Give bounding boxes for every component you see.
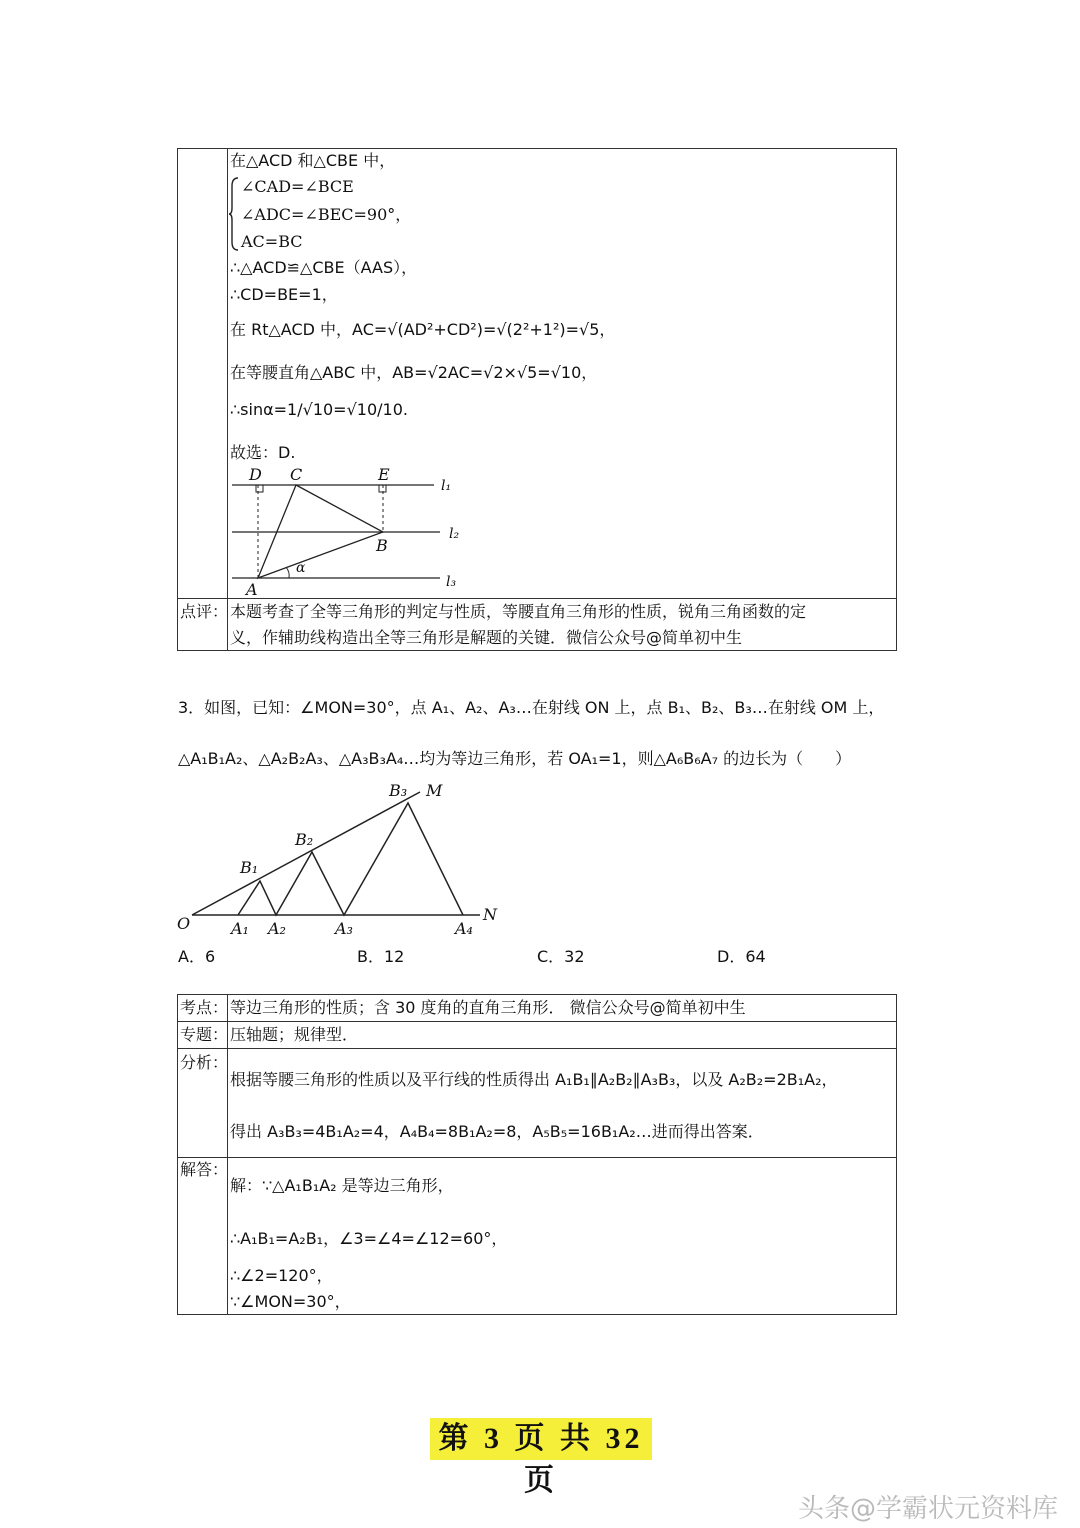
box-top-row-divider xyxy=(177,598,897,599)
fig2-label-N: N xyxy=(483,905,497,924)
solution-line-8: 在等腰直角△ABC 中，AB=√2AC=√2×√5=√10， xyxy=(230,363,598,382)
option-d: D．64 xyxy=(717,947,766,966)
fig2-label-B3: B₃ xyxy=(389,781,408,800)
jieda-text-4: ∵∠MON=30°， xyxy=(230,1292,351,1311)
fig1-label-l3: l₃ xyxy=(446,574,457,590)
zhuanti-label: 专题： xyxy=(180,1025,229,1044)
equilateral-triangles-figure xyxy=(180,780,520,940)
option-b: B．12 xyxy=(357,947,405,966)
page-number: 第 3 页 共 32 页 xyxy=(430,1418,652,1460)
jieda-label: 解答： xyxy=(180,1160,229,1179)
review-text-1: 本题考查了全等三角形的判定与性质，等腰直角三角形的性质，锐角三角函数的定 xyxy=(230,602,807,621)
jieda-text-3: ∴∠2=120°， xyxy=(230,1266,333,1285)
option-c: C．32 xyxy=(537,947,585,966)
question-line-1: 3．如图，已知：∠MON=30°，点 A₁、A₂、A₃…在射线 ON 上，点 B₁、B₂、B₃…在射线 OM 上， xyxy=(178,698,885,717)
fig2-label-B1: B₁ xyxy=(240,858,259,877)
fig2-label-A1: A₁ xyxy=(231,919,249,938)
review-text-2: 义，作辅助线构造出全等三角形是解题的关键．微信公众号@简单初中生 xyxy=(230,628,743,647)
jieda-text-2: ∴A₁B₁=A₂B₁，∠3=∠4=∠12=60°， xyxy=(230,1229,508,1248)
zhuanti-text: 压轴题；规律型． xyxy=(230,1025,359,1044)
option-a: A．6 xyxy=(178,947,216,966)
fig2-label-A2: A₂ xyxy=(268,919,286,938)
fig2-label-O: O xyxy=(177,914,191,933)
solution-line-3: ∠ADC=∠BEC=90°， xyxy=(241,205,412,224)
fenxi-label: 分析： xyxy=(180,1053,229,1072)
answer-row-divider-1 xyxy=(177,1021,897,1022)
parallel-lines-figure xyxy=(228,462,468,598)
jieda-text-1: 解：∵△A₁B₁A₂ 是等边三角形， xyxy=(230,1176,454,1195)
fig2-label-A3: A₃ xyxy=(335,919,353,938)
brace-icon xyxy=(228,176,240,252)
watermark: 头条@学霸状元资料库 xyxy=(797,1494,1058,1524)
fig1-label-l2: l₂ xyxy=(449,526,460,542)
fig1-label-l1: l₁ xyxy=(441,478,452,494)
fenxi-text-2: 得出 A₃B₃=4B₁A₂=4，A₄B₄=8B₁A₂=8，A₅B₅=16B₁A₂…进而得出答案． xyxy=(230,1122,764,1141)
fig1-label-D: D xyxy=(249,465,262,484)
solution-line-10: 故选：D. xyxy=(230,443,296,462)
fig1-label-E: E xyxy=(378,465,390,484)
answer-row-divider-3 xyxy=(177,1157,897,1158)
answer-row-divider-2 xyxy=(177,1048,897,1049)
solution-line-6: ∴CD=BE=1， xyxy=(230,285,338,304)
fig2-label-M: M xyxy=(426,781,443,800)
fig1-label-A: A xyxy=(246,580,258,599)
fig1-label-B: B xyxy=(376,536,388,555)
fig1-label-alpha: α xyxy=(296,560,306,576)
kaodian-text: 等边三角形的性质；含 30 度角的直角三角形． 微信公众号@简单初中生 xyxy=(230,998,746,1017)
solution-line-5: ∴△ACD≌△CBE（AAS）， xyxy=(230,258,418,277)
solution-line-7: 在 Rt△ACD 中，AC=√(AD²+CD²)=√(2²+1²)=√5， xyxy=(230,320,616,339)
solution-line-2: ∠CAD=∠BCE xyxy=(241,177,354,196)
question-line-2: △A₁B₁A₂、△A₂B₂A₃、△A₃B₃A₄…均为等边三角形，若 OA₁=1，则△A₆B₆A₇ 的边长为（ ） xyxy=(178,749,852,768)
solution-line-9: ∴sinα=1/√10=√10/10. xyxy=(230,400,408,419)
kaodian-label: 考点： xyxy=(180,998,229,1017)
solution-line-1: 在△ACD 和△CBE 中， xyxy=(230,151,396,170)
fenxi-text-1: 根据等腰三角形的性质以及平行线的性质得出 A₁B₁∥A₂B₂∥A₃B₃，以及 A₂B₂=2B₁A₂， xyxy=(230,1070,838,1089)
fig1-label-C: C xyxy=(290,465,303,484)
fig2-label-B2: B₂ xyxy=(295,830,314,849)
review-label: 点评： xyxy=(180,602,229,621)
fig2-label-A4: A₄ xyxy=(455,919,473,938)
solution-line-4: AC=BC xyxy=(241,232,303,251)
